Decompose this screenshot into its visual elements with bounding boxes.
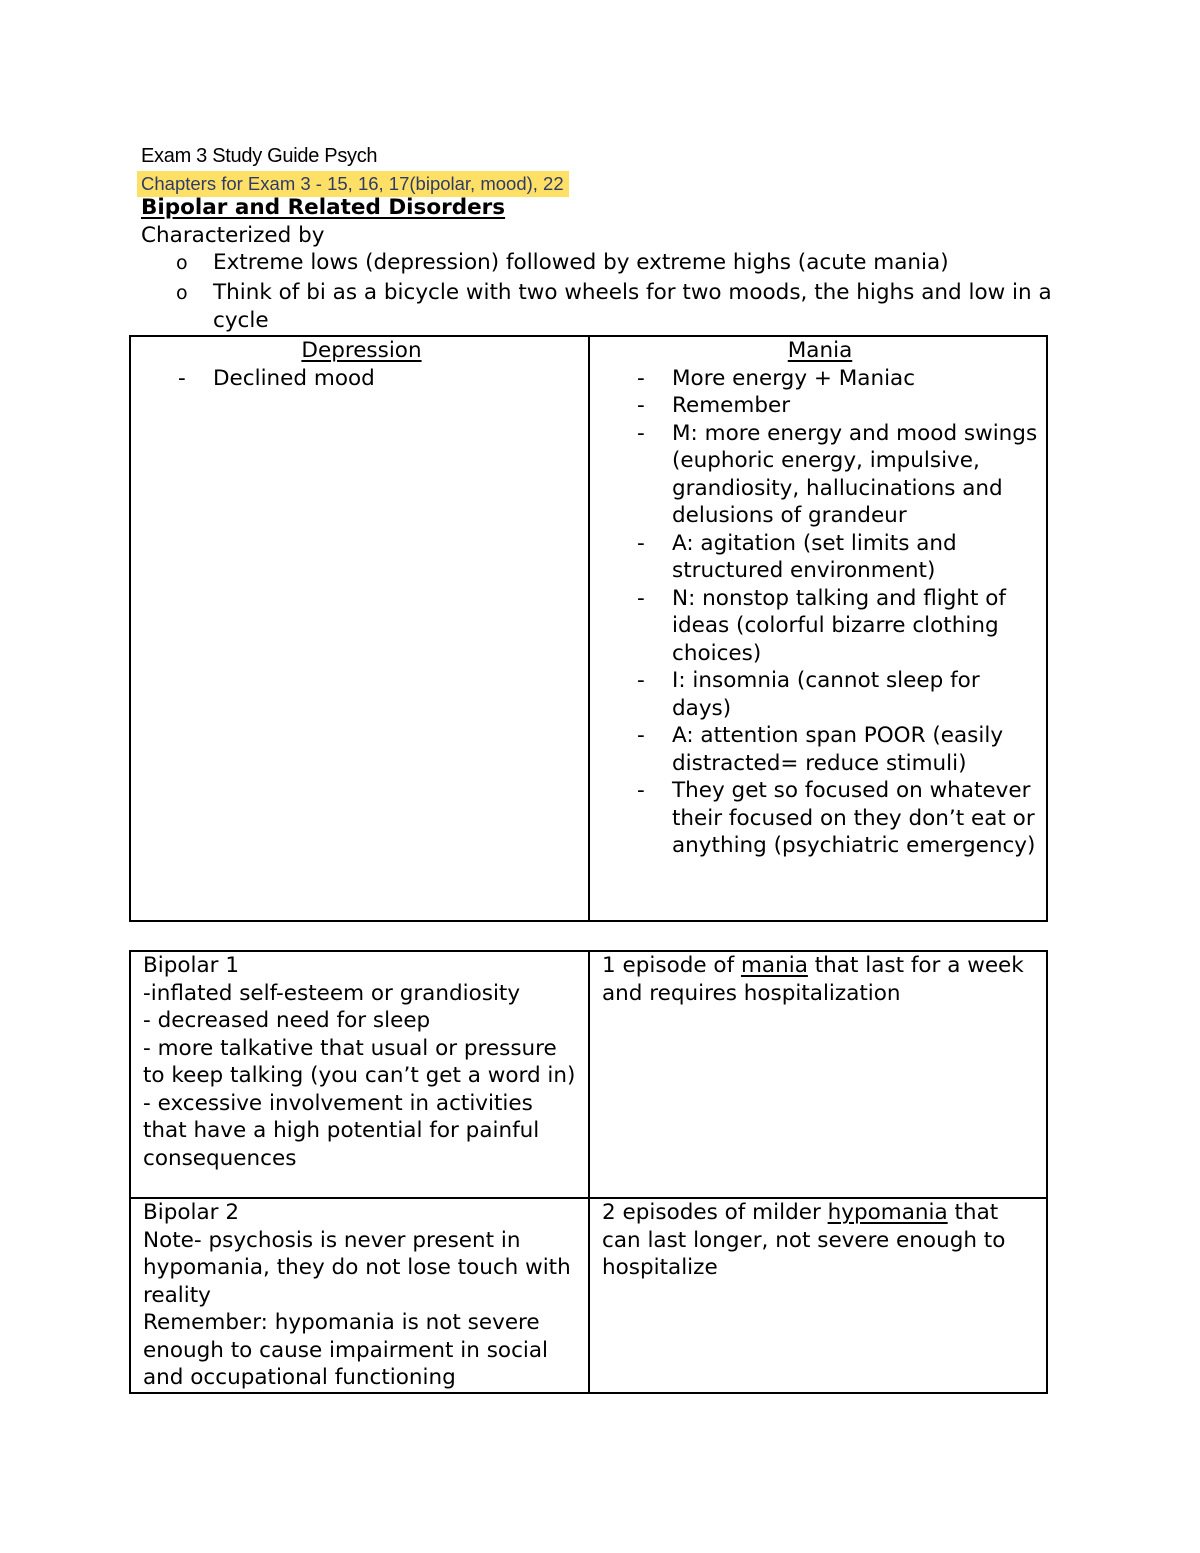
intro-bullet-text: Extreme lows (depression) followed by extreme highs (acute mania): [213, 250, 949, 275]
mania-header: Mania: [787, 338, 853, 363]
list-item-text: They get so focused on whatever their focused on they don’t eat or anything (psychiatric emergency): [672, 778, 1036, 858]
note-line: Note- psychosis is never present in hypomania, they do not lose touch with reality: [143, 1227, 571, 1308]
dash-bullet-icon: -: [637, 778, 645, 803]
list-item-text: N: nonstop talking and flight of ideas (colorful bizarre clothing choices): [672, 585, 1007, 666]
circle-bullet-icon: o: [176, 281, 188, 304]
bipolar1-description-cell: [589, 951, 1047, 1198]
table-row: [130, 951, 1047, 1198]
intro-text: Characterized by: [141, 223, 325, 248]
chapters-highlight: Chapters for Exam 3 - 15, 16, 17(bipolar, mood), 22: [137, 171, 569, 197]
term-hypomania: hypomania: [827, 1200, 948, 1225]
description-text: 1 episode of: [602, 953, 741, 978]
term-mania: mania: [740, 953, 808, 978]
depression-list: [143, 365, 580, 393]
description-text: that can last longer, not severe enough to hospitalize: [602, 1200, 1006, 1280]
bipolar2-criteria-cell: [130, 1198, 589, 1393]
list-item: [602, 722, 1038, 777]
intro-bullet-text: Think of bi as a bicycle with two wheels for two moods, the highs and low in a cycle: [213, 279, 1052, 333]
criteria-line: - more talkative that usual or pressure to keep talking (you can’t get a word in): [143, 1035, 576, 1088]
list-item-text: Declined mood: [213, 365, 375, 391]
criteria-line: -inflated self-esteem or grandiosity: [143, 980, 521, 1006]
list-item: [602, 420, 1038, 530]
bipolar1-title: Bipolar 1: [143, 953, 240, 978]
list-item: [602, 585, 1038, 668]
list-item: [143, 365, 580, 393]
list-item: [602, 777, 1038, 860]
intro-bullet-list: [176, 249, 1056, 337]
note-line: Remember: hypomania is not severe enough to cause impairment in social and occupational functioning: [143, 1310, 549, 1390]
intro-bullet-item: [176, 279, 1056, 336]
dash-bullet-icon: -: [637, 585, 645, 611]
bipolar2-description-cell: [589, 1198, 1047, 1393]
bipolar1-criteria-cell: [130, 951, 589, 1198]
mania-list: [602, 365, 1038, 860]
description-text: that last for a week and requires hospitalization: [602, 953, 1024, 1006]
list-item-text: More energy + Maniac: [672, 365, 916, 391]
dash-bullet-icon: -: [178, 365, 186, 391]
dash-bullet-icon: -: [637, 530, 645, 556]
list-item: [602, 530, 1038, 585]
depression-mania-table: [129, 335, 1048, 922]
table-row: [130, 1198, 1047, 1393]
dash-bullet-icon: -: [637, 420, 645, 446]
circle-bullet-icon: o: [176, 252, 188, 274]
criteria-line: - decreased need for sleep: [143, 1008, 431, 1033]
section-heading: Bipolar and Related Disorders: [141, 195, 506, 220]
list-item-text: Remember: [672, 393, 791, 418]
document-title: Exam 3 Study Guide Psych: [141, 145, 378, 167]
bipolar-types-table: [129, 950, 1048, 1394]
table-row: [130, 336, 1047, 921]
depression-header: Depression: [301, 338, 422, 363]
dash-bullet-icon: -: [637, 723, 645, 748]
dash-bullet-icon: -: [637, 393, 645, 418]
description-text: 2 episodes of milder: [602, 1200, 828, 1225]
list-item: [602, 667, 1038, 722]
list-item: [602, 365, 1038, 393]
list-item-text: A: attention span POOR (easily distracted= reduce stimuli): [672, 723, 1004, 776]
list-item-text: M: more energy and mood swings (euphoric energy, impulsive, grandiosity, hallucinations and delusions of grandeur: [672, 420, 1038, 528]
criteria-line: - excessive involvement in activities that have a high potential for painful consequences: [143, 1090, 540, 1171]
mania-cell: [589, 336, 1047, 921]
dash-bullet-icon: -: [637, 668, 645, 693]
list-item: [602, 392, 1038, 420]
list-item-text: I: insomnia (cannot sleep for days): [672, 668, 980, 721]
intro-bullet-item: [176, 249, 1056, 278]
list-item-text: A: agitation (set limits and structured environment): [672, 530, 957, 583]
bipolar2-title: Bipolar 2: [143, 1200, 240, 1225]
dash-bullet-icon: -: [637, 365, 645, 391]
depression-cell: [130, 336, 589, 921]
